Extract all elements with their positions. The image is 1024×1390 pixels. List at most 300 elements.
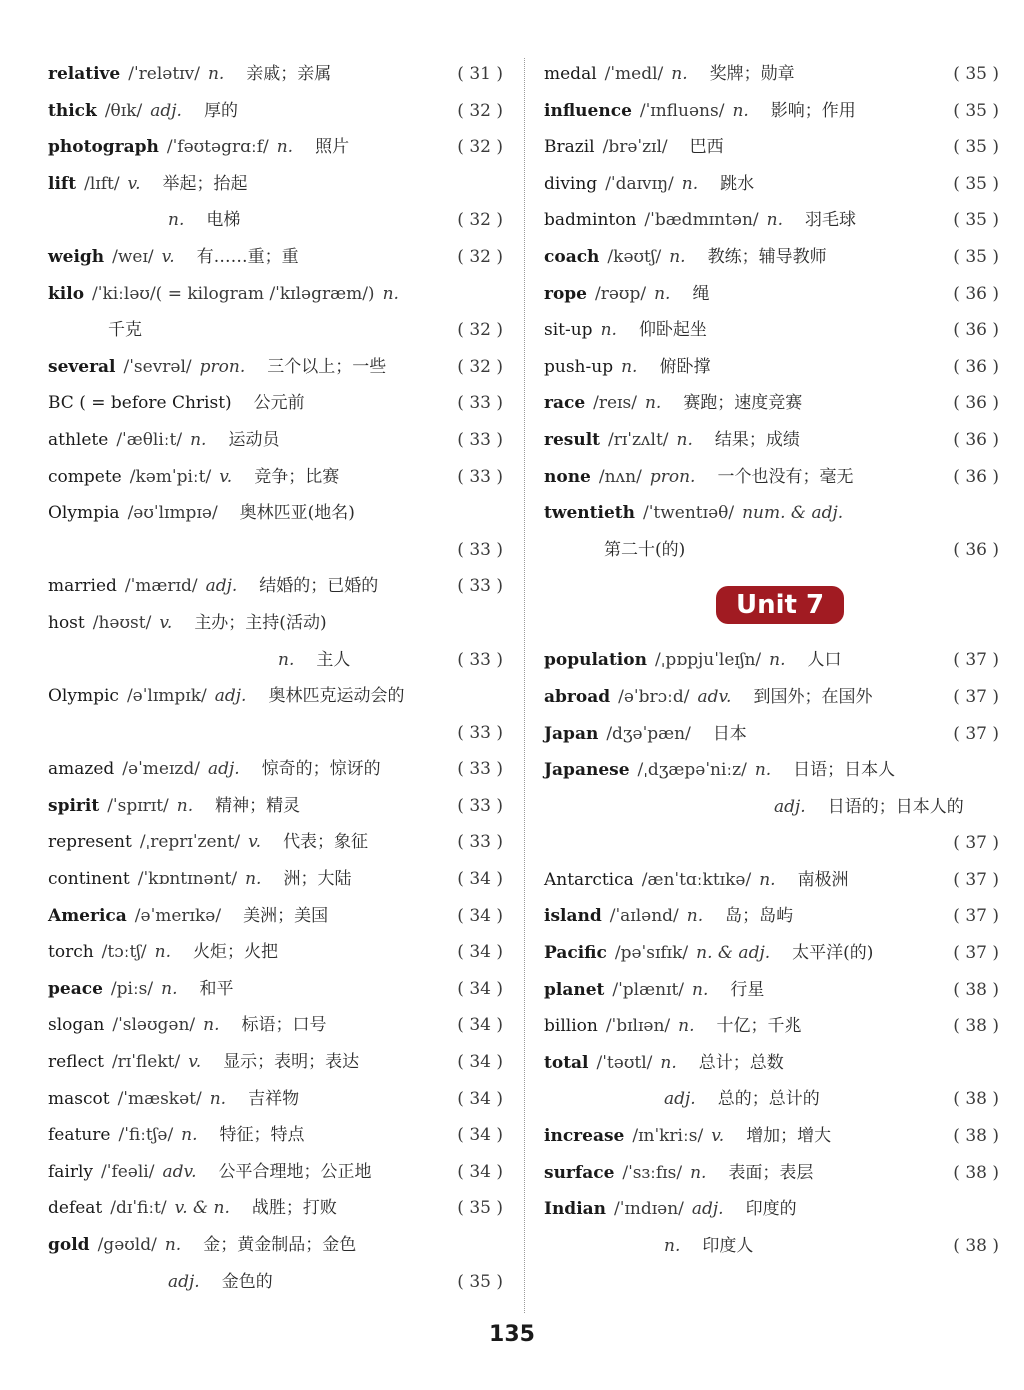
unit-badge: Unit 7 [716,586,844,624]
vocab-entry [544,532,999,569]
entry-word: rope [544,283,587,304]
vocab-entry [48,824,503,861]
entry-part-of-speech: adj. [150,100,182,121]
entry-definition: 第二十(的) [604,539,686,560]
entry-phonetic: /həʊst/ [92,612,152,633]
vocab-entry [544,312,999,349]
entry-definition: 巴西 [689,137,724,158]
entry-definition: 到国外；在国外 [753,686,873,707]
entry-part-of-speech: n. [176,795,194,816]
entry-page-ref: ( 35 ) [457,1271,503,1292]
entry-page-ref: ( 34 ) [457,905,503,926]
entry-definition: 人口 [807,650,842,671]
entry-word: none [544,466,591,487]
entry-part-of-speech: n. [190,429,207,450]
entry-page-ref: ( 32 ) [457,356,503,377]
entry-phonetic: /rəʊp/ [595,283,647,304]
entry-definition: 赛跑；速度竞赛 [683,393,803,414]
entry-phonetic: /kəʊtʃ/ [607,246,662,267]
entry-page-ref: ( 36 ) [953,356,999,377]
entry-page-ref: ( 33 ) [457,576,503,597]
right-column [544,56,999,1264]
entry-word: increase [544,1126,625,1147]
entry-part-of-speech: n. [382,283,399,304]
entry-definition: 公平合理地；公正地 [218,1161,372,1182]
entry-phonetic: /ˈɪnfluəns/ [639,100,725,121]
entry-word: athlete [48,429,109,450]
entry-part-of-speech: v. & n. [174,1198,230,1219]
entry-definition: 俯卧撑 [659,356,711,377]
vocab-entry [544,972,999,1009]
entry-phonetic: /əˈmerɪkə/ [134,905,222,926]
entry-definition: 千克 [108,320,142,341]
vocab-entry [48,788,503,825]
entry-part-of-speech: n. [676,429,693,450]
entry-phonetic: /ˌpɒpjuˈleɪʃn/ [654,650,762,671]
entry-part-of-speech: n. [678,1016,695,1037]
vocab-entry [48,1007,503,1044]
entry-definition: 南极洲 [797,869,849,890]
vocab-entry [48,93,503,130]
vocab-entry [544,679,999,716]
vocab-entry [544,1045,999,1082]
entry-page-ref: ( 32 ) [457,137,503,158]
entry-page-ref: ( 34 ) [457,1052,503,1073]
entry-part-of-speech: n. [161,978,178,999]
entry-part-of-speech: n. [664,1235,681,1256]
entry-part-of-speech: adj. [207,759,240,780]
entry-definition: 火炬；火把 [193,942,279,963]
entry-page-ref: ( 36 ) [953,320,999,341]
entry-word: medal [544,64,597,84]
entry-word: several [48,356,116,377]
entry-page-ref: ( 38 ) [953,1162,999,1183]
entry-word: torch [48,942,94,963]
entry-definition: 一个也没有；毫无 [717,466,854,487]
entry-definition: 教练；辅导教师 [707,246,827,267]
entry-page-ref: ( 37 ) [953,833,999,854]
entry-word: mascot [48,1088,110,1109]
vocab-entry [48,385,503,422]
entry-definition: 岛；岛屿 [725,906,794,927]
vocab-entry [48,349,503,386]
entry-page-ref: ( 38 ) [953,979,999,1000]
entry-word: amazed [48,759,115,780]
entry-page-ref: ( 31 ) [457,64,503,84]
vocab-entry [544,166,999,203]
entry-page-ref: ( 33 ) [457,795,503,816]
vocab-entry [544,1155,999,1192]
entry-part-of-speech: adj. [205,576,238,597]
entry-word: push-up [544,356,614,377]
entry-word: twentieth [544,503,636,524]
vocab-entry [48,495,503,532]
entry-page-ref: ( 33 ) [457,832,503,853]
vocab-entry [48,861,503,898]
unit-heading [544,568,999,642]
vocab-entry [48,166,503,203]
vocab-entry [48,129,503,166]
entry-part-of-speech: n. [692,979,709,1000]
entry-definition: 奥林匹亚(地名) [239,503,355,524]
entry-page-ref: ( 34 ) [457,1088,503,1109]
entry-part-of-speech: pron. [649,466,696,487]
entry-page-ref: ( 32 ) [457,100,503,121]
entry-page-ref: ( 37 ) [953,723,999,744]
entry-part-of-speech: n. [181,1125,198,1146]
entry-part-of-speech: adv. [162,1161,197,1182]
entry-part-of-speech: n. [168,210,185,231]
entry-part-of-speech: adj. [691,1199,724,1220]
entry-part-of-speech: n. & adj. [696,943,771,964]
entry-part-of-speech: n. [671,64,688,84]
entry-word: Indian [544,1199,607,1220]
entry-part-of-speech: n. [209,1088,227,1109]
entry-part-of-speech: n. [769,650,786,671]
entry-definition: 行星 [730,979,765,1000]
vocab-entry [544,789,999,826]
entry-page-ref: ( 37 ) [953,869,999,890]
entry-page-ref: ( 33 ) [457,466,503,487]
entry-phonetic: /ˈfiːtʃə/ [118,1125,174,1146]
entry-part-of-speech: n. [621,356,638,377]
entry-word: slogan [48,1015,105,1036]
entry-phonetic: /ˈbædmɪntən/ [644,210,759,231]
entry-part-of-speech: pron. [199,356,246,377]
entry-phonetic: /əˈlɪmpɪk/ [126,686,207,707]
vocab-entry [48,1117,503,1154]
entry-part-of-speech: v. [188,1052,202,1073]
entry-definition: 和平 [199,978,234,999]
entry-definition: 主人 [316,649,351,670]
entry-definition: 照片 [315,137,350,158]
entry-definition: 仰卧起坐 [638,320,707,341]
vocab-entry [544,495,999,532]
vocab-entry [544,459,999,496]
entry-definition: 羽毛球 [805,210,856,231]
vocab-entry [544,935,999,972]
vocab-entry [544,93,999,130]
entry-phonetic: /ˈplænɪt/ [612,979,685,1000]
entry-page-ref: ( 37 ) [953,686,999,707]
entry-phonetic: /ænˈtɑːktɪkə/ [641,869,752,890]
entry-word: compete [48,466,122,487]
entry-definition: 增加；增大 [746,1126,832,1147]
entry-page-ref: ( 36 ) [953,393,999,414]
entry-part-of-speech: n. [660,1052,677,1073]
entry-word: Olympia [48,503,120,524]
entry-part-of-speech: n. [732,100,749,121]
vocab-entry [48,1081,503,1118]
entry-definition: 吉祥物 [248,1088,300,1109]
entry-part-of-speech: v. [127,173,141,194]
entry-phonetic: /ˌdʒæpəˈniːz/ [637,760,747,781]
entry-word: Olympic [48,686,119,707]
entry-part-of-speech: adj. [168,1271,200,1292]
entry-phonetic: /ˈsləʊgən/ [112,1015,196,1036]
entry-page-ref: ( 35 ) [953,210,999,231]
entry-word: represent [48,832,132,853]
entry-word: island [544,906,602,927]
entry-phonetic: /ˈbɪlɪən/ [605,1016,671,1037]
vocab-entry [544,1228,999,1265]
entry-page-ref: ( 36 ) [953,466,999,487]
entry-definition: 运动员 [228,429,280,450]
vocab-entry [544,716,999,753]
entry-word: Japanese [544,760,630,781]
entry-part-of-speech: n. [690,1162,707,1183]
entry-word: planet [544,979,605,1000]
entry-phonetic: /lɪft/ [84,173,120,194]
entry-page-ref: ( 33 ) [457,429,503,450]
vocab-entry [544,202,999,239]
entry-phonetic: /ˈsɜːfɪs/ [622,1162,683,1183]
entry-page-ref: ( 34 ) [457,1125,503,1146]
entry-part-of-speech: n. [164,1235,182,1255]
entry-phonetic: /ˈkɒntɪnənt/ [137,869,238,890]
vocab-entry [48,898,503,935]
vocab-entry [544,385,999,422]
entry-phonetic: /ˈmæskət/ [117,1088,202,1109]
entry-part-of-speech: adj. [664,1089,696,1110]
entry-definition: 特征；特点 [219,1125,305,1146]
vocab-entry [48,678,503,715]
entry-word: weigh [48,246,105,267]
entry-word: America [48,905,127,926]
vocab-entry [544,129,999,166]
vocab-entry [48,605,503,642]
entry-word: thick [48,100,97,121]
vocab-entry [48,276,503,313]
entry-word: total [544,1052,589,1073]
entry-definition: 日语；日本人 [793,760,896,781]
entry-phonetic: /rɪˈzʌlt/ [608,429,669,450]
entry-word: married [48,576,117,597]
entry-definition: 结婚的；已婚的 [259,576,379,597]
entry-part-of-speech: n. [654,283,671,304]
entry-definition: 金；黄金制品；金色 [203,1235,357,1255]
entry-definition: 奥林匹克运动会的 [268,686,405,707]
entry-definition: 绳 [692,283,710,304]
entry-word: reflect [48,1052,104,1073]
vocab-entry [48,1044,503,1081]
entry-definition: 总的；总计的 [717,1089,820,1110]
entry-word: result [544,429,601,450]
entry-word: Japan [544,723,599,744]
vocab-entry [48,971,503,1008]
entry-part-of-speech: n. [681,173,699,194]
entry-page-ref: ( 34 ) [457,942,503,963]
vocab-entry [48,751,503,788]
entry-page-ref: ( 33 ) [457,393,503,414]
vocab-entry [544,276,999,313]
entry-phonetic: /gəʊld/ [97,1235,157,1255]
entry-word: coach [544,246,600,267]
entry-part-of-speech: n. [245,869,262,890]
entry-page-ref: ( 35 ) [953,137,999,158]
vocab-entry [48,459,503,496]
column-divider [524,58,526,1313]
vocab-entry [48,642,503,679]
entry-phonetic: /dʒəˈpæn/ [606,723,691,744]
entry-page-ref: ( 38 ) [953,1235,999,1256]
entry-phonetic: /ˈfəʊtəgrɑːf/ [166,137,269,158]
entry-word: peace [48,978,103,999]
entry-page-ref: ( 35 ) [953,100,999,121]
entry-page-ref: ( 36 ) [953,283,999,304]
entry-part-of-speech: n. [154,942,172,963]
entry-part-of-speech: n. [669,246,686,267]
right-entries-bottom [544,642,999,1264]
entry-part-of-speech: num. & adj. [742,503,844,524]
vocab-entry [544,56,999,93]
entry-definition: 总计；总数 [698,1052,784,1073]
entry-word: lift [48,173,77,194]
entry-page-ref: ( 35 ) [953,64,999,84]
entry-page-ref: ( 37 ) [953,943,999,964]
entry-page-ref: ( 38 ) [953,1089,999,1110]
entry-part-of-speech: n. [686,906,704,927]
entry-word: photograph [48,137,159,158]
entry-definition: 举起；抬起 [162,173,248,194]
entry-definition: 影响；作用 [770,100,856,121]
entry-page-ref: ( 34 ) [457,978,503,999]
vocab-entry [544,862,999,899]
entry-definition: 电梯 [206,210,241,231]
entry-phonetic: /reɪs/ [593,393,637,414]
vocab-entry [48,422,503,459]
entry-definition: 结果；成绩 [714,429,800,450]
entry-word: fairly [48,1161,94,1182]
entry-phonetic: /θɪk/ [104,100,143,121]
entry-page-ref: ( 33 ) [457,539,503,560]
vocab-entry [48,56,503,93]
entry-definition: 跳水 [720,173,755,194]
vocab-entry [544,898,999,935]
vocab-entry [544,239,999,276]
entry-phonetic: /ɪnˈkriːs/ [632,1126,704,1147]
entry-part-of-speech: n. [644,393,662,414]
entry-word: sit-up [544,320,593,341]
vocab-entry [48,532,503,569]
entry-phonetic: /dɪˈfiːt/ [110,1198,167,1219]
entry-part-of-speech: n. [276,137,294,158]
entry-word: Brazil [544,137,595,158]
entry-word: continent [48,869,130,890]
entry-definition: 奖牌；勋章 [709,64,795,84]
vocab-entry [48,202,503,239]
entry-definition: 竞争；比赛 [254,466,340,487]
entry-definition: 太平洋(的) [792,943,874,964]
entry-phonetic: /ˌreprɪˈzent/ [139,832,241,853]
entry-word: feature [48,1125,111,1146]
entry-word: host [48,612,85,633]
entry-phonetic: /ˈaɪlənd/ [609,906,679,927]
entry-part-of-speech: n. [203,1015,220,1036]
entry-definition: 公元前 [253,393,305,414]
entry-page-ref: ( 38 ) [953,1126,999,1147]
entry-phonetic: /əˈmeɪzd/ [122,759,200,780]
entry-part-of-speech: adj. [214,686,247,707]
entry-part-of-speech: adj. [774,796,806,817]
entry-part-of-speech: n. [207,64,225,84]
entry-part-of-speech: v. [219,466,233,487]
entry-definition: 主办；主持(活动) [194,612,327,633]
entry-phonetic: /ˈdaɪvɪŋ/ [605,173,674,194]
entry-phonetic: /brəˈzɪl/ [602,137,668,158]
vocab-entry [48,934,503,971]
vocab-entry [544,1008,999,1045]
vocab-entry [544,349,999,386]
entry-page-ref: ( 36 ) [953,539,999,560]
entry-part-of-speech: n. [600,320,617,341]
entry-word: badminton [544,210,637,231]
vocab-entry [544,1191,999,1228]
vocab-entry [544,1081,999,1118]
entry-page-ref: ( 33 ) [457,649,503,670]
entry-page-ref: ( 34 ) [457,869,503,890]
entry-word: surface [544,1162,615,1183]
vocab-entry [544,752,999,789]
vocab-entry [48,1227,503,1264]
entry-word: Pacific [544,943,607,964]
entry-page-ref: ( 34 ) [457,1015,503,1036]
entry-phonetic: /weɪ/ [112,246,154,267]
entry-phonetic: /ˈspɪrɪt/ [107,795,169,816]
vocab-entry [544,825,999,862]
entry-definition: 表面；表层 [728,1162,814,1183]
entry-word: population [544,650,647,671]
entry-definition: 洲；大陆 [283,869,352,890]
entry-phonetic: /ˈæθliːt/ [116,429,183,450]
entry-phonetic: /əʊˈlɪmpɪə/ [127,503,218,524]
entry-part-of-speech: v. [159,612,173,633]
entry-definition: 惊奇的；惊讶的 [261,759,381,780]
entry-definition: 印度人 [702,1235,754,1256]
entry-phonetic: /rɪˈflekt/ [111,1052,181,1073]
entry-page-ref: ( 33 ) [457,722,503,743]
entry-page-ref: ( 35 ) [953,173,999,194]
entry-page-ref: ( 37 ) [953,906,999,927]
entry-definition: 厚的 [203,100,238,121]
entry-phonetic: /pəˈsɪfɪk/ [614,943,689,964]
entry-part-of-speech: v. [248,832,262,853]
entry-word: relative [48,64,121,84]
entry-word: kilo [48,283,85,304]
entry-phonetic: /nʌn/ [598,466,642,487]
entry-part-of-speech: n. [766,210,783,231]
entry-word: influence [544,100,632,121]
entry-phonetic: /piːs/ [110,978,154,999]
entry-page-ref: ( 32 ) [457,210,503,231]
entry-page-ref: ( 38 ) [953,1016,999,1037]
entry-definition: 日本 [712,723,747,744]
entry-phonetic: /ˈtwentɪəθ/ [643,503,735,524]
vocab-entry [544,642,999,679]
entry-page-ref: ( 36 ) [953,429,999,450]
entry-phonetic: /tɔːtʃ/ [101,942,147,963]
vocab-entry [544,1118,999,1155]
entry-word: race [544,393,586,414]
entry-word: gold [48,1235,90,1255]
entry-definition: 显示；表明；表达 [223,1052,360,1073]
entry-phonetic: /kəmˈpiːt/ [129,466,212,487]
entry-word: abroad [544,686,611,707]
entry-definition: 日语的；日本人的 [827,796,964,817]
entry-page-ref: ( 32 ) [457,246,503,267]
vocab-entry [48,1154,503,1191]
entry-word: spirit [48,795,100,816]
